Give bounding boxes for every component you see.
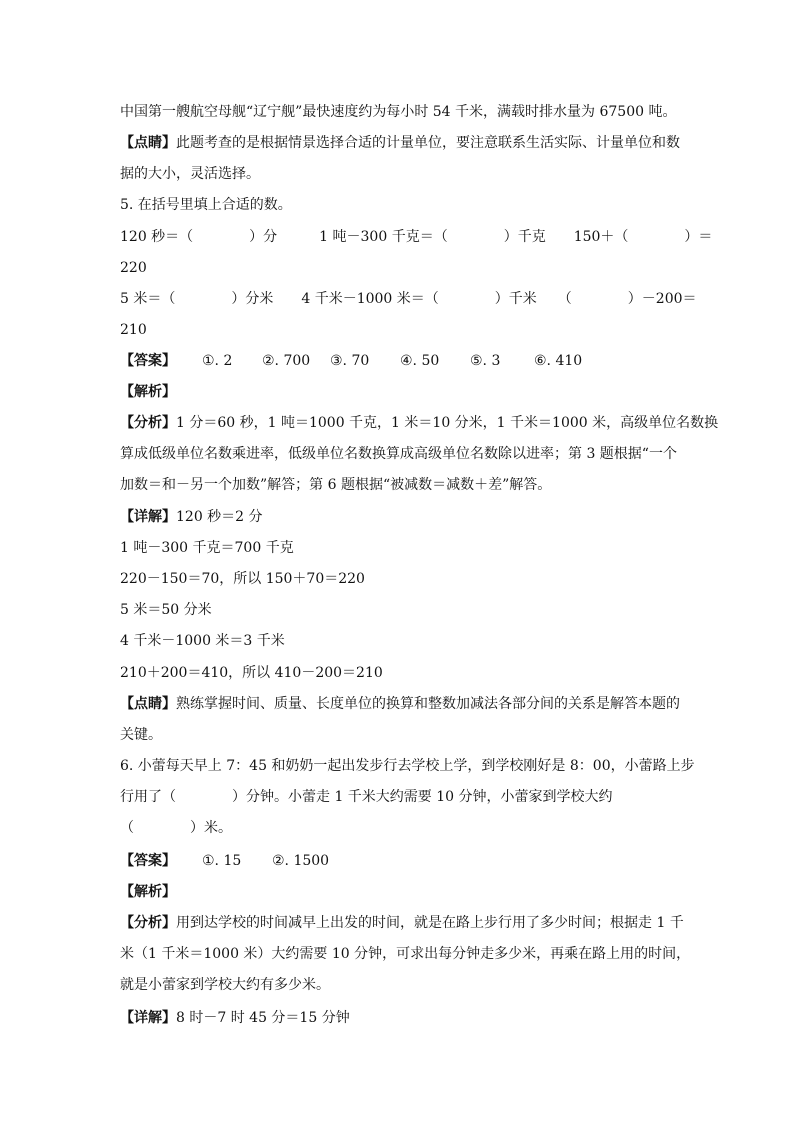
question-title: 5. 在括号里填上合适的数。: [120, 197, 292, 213]
analysis-line: 就是小蕾家到学校大约有多少米。: [120, 977, 330, 993]
question-line: 220: [120, 260, 147, 276]
comment-tag: 【点睛】: [120, 696, 176, 712]
analysis-tag: [120, 382, 176, 402]
detail-tag: 【详解】: [120, 509, 176, 525]
comment-tag: 【点睛】: [120, 135, 176, 151]
analysis-text: 用到达学校的时间减早上出发的时间，就是在路上步行用了多少时间；根据走 1 千: [176, 915, 684, 931]
text-line: 中国第一艘航空母舰“辽宁舰”最快速度约为每小时 54 千米，满载时排水量为 67500 吨。: [120, 104, 677, 120]
detail-text: 8 时－7 时 45 分＝15 分钟: [176, 1010, 350, 1026]
answer-item: ②. 700: [262, 353, 311, 369]
question-line: 5 米＝（ ）分米 4 千米－1000 米＝（ ）千米 （ ）－200＝: [120, 291, 697, 307]
detail-line: 220－150＝70，所以 150＋70＝220: [120, 571, 365, 587]
analysis-text: 1 分＝60 秒，1 吨＝1000 千克，1 米＝10 分米，1 千米＝1000 米，高级单位名数换: [176, 415, 719, 431]
question-line: 120 秒＝（ ）分 1 吨－300 千克＝（ ）千克 150＋（ ）＝: [120, 229, 713, 245]
detail-line: 1 吨－300 千克＝700 千克: [120, 540, 294, 556]
analysis-tag: [120, 882, 176, 902]
answer-item: ④. 50: [400, 353, 440, 369]
question-line: （ ）米。: [120, 820, 232, 836]
answer-tag: 【答案】: [120, 853, 176, 869]
analysis-label: 【解析】: [120, 384, 176, 400]
detail-line: 4 千米－1000 米＝3 千米: [120, 633, 285, 649]
question-line: 6. 小蕾每天早上 7：45 和奶奶一起出发步行去学校上学，到学校刚好是 8：00，小蕾路上步: [120, 758, 695, 774]
detail-tag: 【详解】: [120, 1010, 176, 1026]
comment-line: [120, 694, 680, 714]
comment-line: [120, 133, 680, 153]
question-line: 210: [120, 322, 147, 338]
comment-text: 熟练掌握时间、质量、长度单位的换算和整数加减法各部分间的关系是解答本题的: [176, 696, 680, 712]
detail-line: 210＋200＝410，所以 410－200＝210: [120, 665, 383, 681]
analysis-label: 【解析】: [120, 884, 176, 900]
answer-item: ⑥. 410: [534, 353, 583, 369]
analysis-line: [120, 913, 684, 933]
answer-tag: 【答案】: [120, 353, 176, 369]
answer-line: [120, 851, 329, 871]
text-line: 据的大小，灵活选择。: [120, 166, 260, 182]
question-line: 行用了（ ）分钟。小蕾走 1 千米大约需要 10 分钟，小蕾家到学校大约: [120, 789, 613, 805]
comment-text: 此题考查的是根据情景选择合适的计量单位，要注意联系生活实际、计量单位和数: [176, 135, 680, 151]
comment-line: 关键。: [120, 727, 162, 743]
detail-line: [120, 507, 263, 527]
answer-line: [120, 351, 582, 371]
analysis-line: 加数＝和－另一个加数”解答；第 6 题根据“被减数＝减数＋差”解答。: [120, 477, 552, 493]
detail-line: 5 米＝50 分米: [120, 602, 212, 618]
answer-item: ①. 15: [202, 853, 242, 869]
analysis-sub-tag: 【分析】: [120, 415, 176, 431]
answer-item: ③. 70: [330, 353, 370, 369]
analysis-line: 米（1 千米＝1000 米）大约需要 10 分钟，可求出每分钟走多少米，再乘在路上用的时间，: [120, 946, 691, 962]
answer-item: ②. 1500: [272, 853, 330, 869]
detail-line: [120, 1008, 350, 1028]
answer-item: ⑤. 3: [470, 353, 501, 369]
analysis-line: 算成低级单位名数乘进率，低级单位名数换算成高级单位名数除以进率；第 3 题根据“一个: [120, 446, 677, 462]
analysis-line: [120, 413, 718, 433]
detail-text: 120 秒＝2 分: [176, 509, 263, 525]
analysis-sub-tag: 【分析】: [120, 915, 176, 931]
answer-item: ①. 2: [202, 353, 233, 369]
